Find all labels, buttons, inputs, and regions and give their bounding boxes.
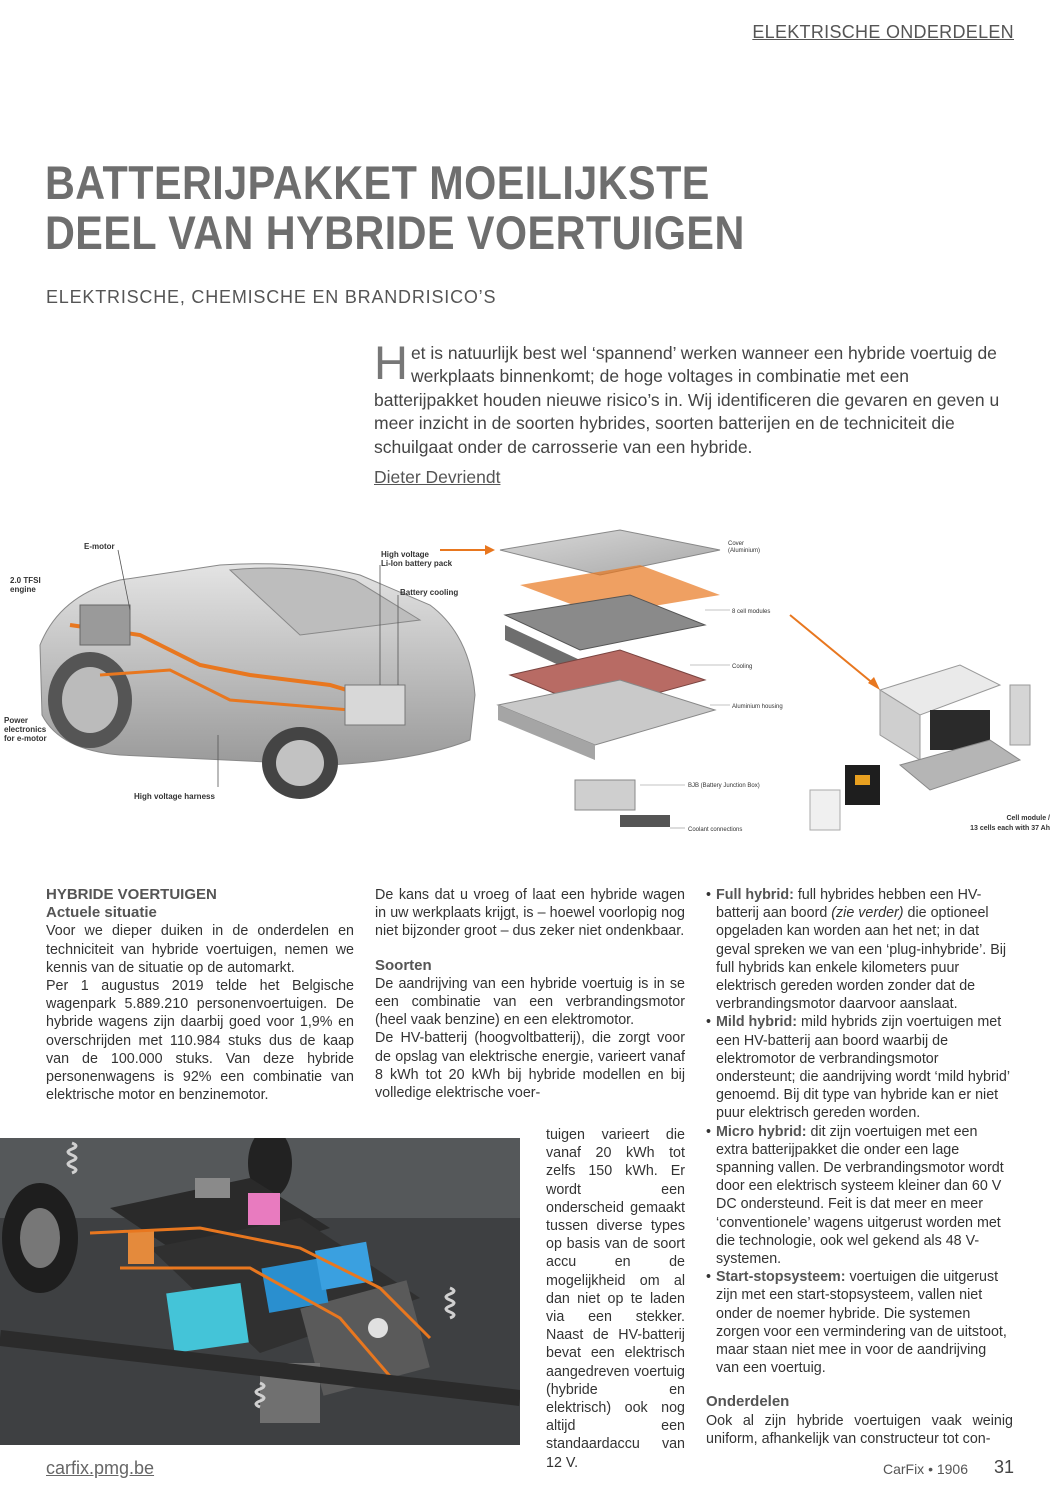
column-2 xyxy=(375,886,685,1102)
list-item-full-hybrid: • Full hybrid: full hybrides hebben een HV-batterij aan boord (zie verder) die optioneel opgeladen kan worden aan het net; in dat geval spreken we van een ‘plug-inhybride’. Bij full hybrids kan enkele kilometers puur elektrisch gereden worden zonder dat de verbrandingsmotor daarvoor aanslaat. xyxy=(706,887,1007,1013)
footer-website-link[interactable]: carfix.pmg.be xyxy=(46,1458,155,1478)
label-cover-1: Cover xyxy=(728,541,745,547)
label-power-1: Power xyxy=(4,716,29,725)
section-label: ELEKTRISCHE ONDERDELEN xyxy=(752,22,1014,42)
list-item-micro-hybrid: • Micro hybrid: dit zijn voertuigen met een extra batterijpakket die onder een lage spanning vallen. De verbrandingsmotor wordt door een elektrisch systeem kleiner dan 60 V DC ondersteund. Feit is dat meer en meer ‘conventionele’ wagens uitgerust worden met die technologie, ook wel gekend als 48 V-systemen. xyxy=(706,1123,1004,1268)
paragraph: Per 1 augustus 2019 telde het Belgische wagenpark 5.889.210 personenvoertuigen. De hybride wagens zijn daarbij goed voor 1,9% en overschrijden met 110.984 stuks dus de kaap van de 100.000 stuks. Van deze hybride personenwagens is 92% een combinatie van elektrische motor en benzinemotor. xyxy=(46,978,354,1104)
bullet-label: Micro hybrid: xyxy=(716,1123,807,1140)
subheading-actuele-situatie: Actuele situatie xyxy=(46,904,157,922)
label-bjb: BJB (Battery Junction Box) xyxy=(688,783,760,789)
label-hv-1: High voltage xyxy=(381,550,430,559)
paragraph: De aandrijving van een hybride voertuig is in se een combinatie van een verbrandingsmotor (heel vaak benzine) en een elektromotor. xyxy=(375,975,685,1029)
car-cutaway-illustration xyxy=(40,564,475,799)
article-subtitle: ELEKTRISCHE, CHEMISCHE EN BRANDRISICO’S xyxy=(46,287,497,307)
label-battery-cooling: Battery cooling xyxy=(400,588,459,597)
paragraph: Voor we dieper duiken in de onderdelen en techniciteit van hybride voertuigen, nemen we kennis van de situatie op de automarkt. xyxy=(46,923,354,976)
arrow-to-cell-module xyxy=(790,615,875,685)
cell-module-callout xyxy=(970,815,1050,832)
footer-magazine-issue: CarFix • 1906 xyxy=(882,1461,968,1477)
label-housing: Aluminium housing xyxy=(732,704,783,710)
hybrid-car-battery-figure xyxy=(0,525,1058,845)
intro-paragraph xyxy=(374,336,1014,459)
drop-cap: H xyxy=(374,336,408,389)
label-cover-2: (Aluminium) xyxy=(728,548,761,554)
label-cellmod-1: Cell module / xyxy=(1006,815,1050,822)
label-harness: High voltage harness xyxy=(134,792,215,801)
bullet-label: Mild hybrid: xyxy=(716,1014,798,1031)
article-title xyxy=(45,158,837,258)
cell-module-illustration xyxy=(810,665,1030,830)
label-power-2: electronics xyxy=(4,725,47,734)
label-coolant: Coolant connections xyxy=(688,827,743,833)
list-item-start-stop: • Start-stopsysteem: voertuigen die uitgerust zijn met een start-stopsysteem, vallen niet onder de noemer hybride. Die systemen zorgen voor een vermindering van de uitstoot, maar staan niet mee in voor de aandrijving van een voertuig. xyxy=(706,1269,1007,1377)
label-cellmod-2: 13 cells each with 37 Ah xyxy=(970,825,1050,832)
list-item-mild-hybrid: • Mild hybrid: mild hybrids zijn voertuigen met een HV-batterij aan boord waarbij de elektromotor de verbrandingsmotor ondersteunt; die aandrijving wordt ‘mild hybrid’ genoemd. Bij dit type van hybride kan er niet puur elektrisch gereden worden. xyxy=(706,1014,1010,1122)
title-line-2: DEEL VAN HYBRIDE VOERTUIGEN xyxy=(45,206,745,259)
intro-text: et is natuurlijk best wel ‘spannend’ werken wanneer een hybride voertuig de werkplaats binnenkomt; de hoge voltages in combinatie met een batterijpakket houden nieuwe risico’s in. Wij identificeren die gevaren en geven u meer inzicht in de soorten hybrides, soorten batterijen en de techniciteit die schuilgaat onder de carrosserie van een hybride. xyxy=(374,343,1000,457)
hybrid-drivetrain-photo xyxy=(0,1138,520,1445)
label-modules: 8 cell modules xyxy=(732,609,771,615)
label-tfsi-1: 2.0 TFSI xyxy=(10,576,41,585)
subheading-soorten: Soorten xyxy=(375,956,432,974)
subheading-onderdelen: Onderdelen xyxy=(706,1393,790,1411)
column-2-wrap-text: tuigen varieert die vanaf 20 kWh tot zelfs 150 kWh. Er wordt een onderscheid gemaakt tussen diverse types op basis van de soort accu en de mogelijkheid om al dan niet op te laden via een stekker. Naast de HV-batterij bevat een elektrisch aangedreven voertuig (hybride en elektrisch) ook nog altijd een standaardaccu van 12 V. xyxy=(546,1127,685,1471)
label-hv-2: Li-Ion battery pack xyxy=(381,559,453,568)
section-heading: HYBRIDE VOERTUIGEN xyxy=(46,886,217,903)
label-power-3: for e-motor xyxy=(4,734,47,743)
title-line-1: BATTERIJPAKKET MOEILIJKSTE xyxy=(45,156,710,209)
author-byline: Dieter Devriendt xyxy=(374,467,501,487)
page-number: 31 xyxy=(993,1457,1014,1477)
label-tfsi-2: engine xyxy=(10,585,36,594)
bullet-label: Full hybrid: xyxy=(716,887,794,903)
column-1 xyxy=(46,886,354,1104)
paragraph: Ook al zijn hybride voertuigen vaak weinig uniform, afhankelijk van constructeur tot con- xyxy=(706,1412,1013,1447)
column-3 xyxy=(706,886,1013,1448)
label-cooling: Cooling xyxy=(732,664,753,670)
paragraph: De kans dat u vroeg of laat een hybride wagen in uw werkplaats krijgt, is – hoewel voorlopig nog niet bijzonder groot – dus zeker niet ondenkbaar. xyxy=(375,887,685,940)
bullet-label: Start-stopsysteem: xyxy=(716,1269,846,1286)
exploded-battery-pack xyxy=(498,530,720,827)
paragraph: De HV-batterij (hoogvoltbatterij), die zorgt voor de opslag van elektrische energie, varieert vanaf 8 kWh tot 20 kWh bij hybride modellen en bij volledige elektrische voer- xyxy=(375,1030,685,1102)
label-emotor: E-motor xyxy=(84,542,115,551)
